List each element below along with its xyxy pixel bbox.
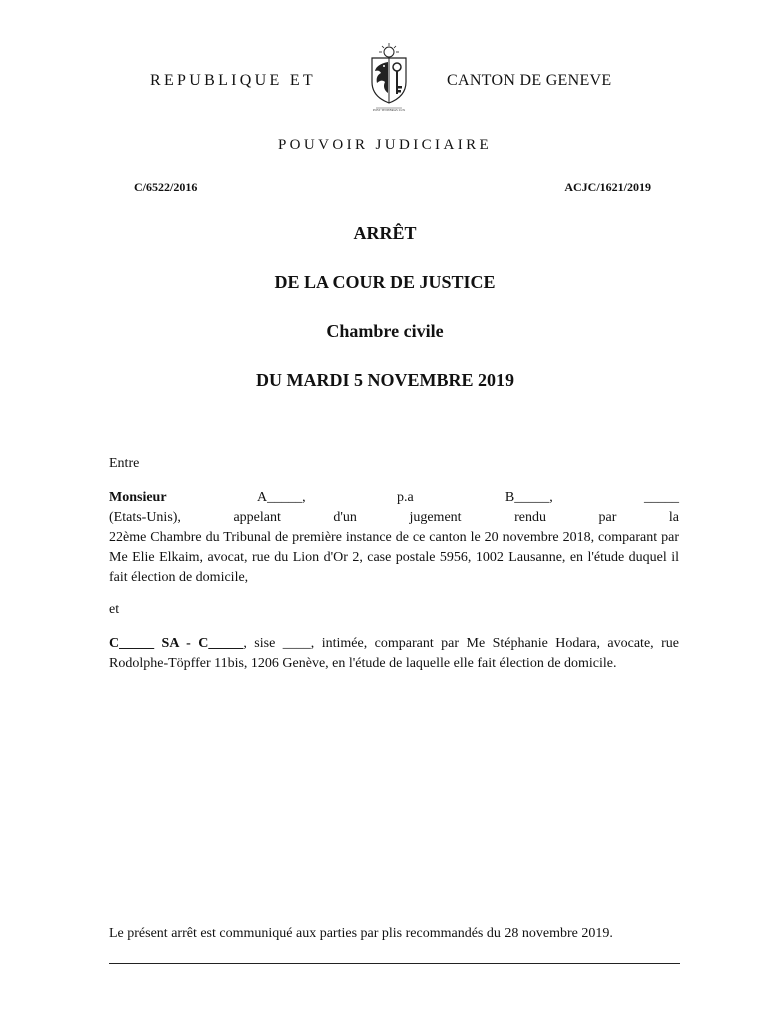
title-chamber: Chambre civile	[326, 321, 444, 341]
header-republique: REPUBLIQUE ET	[150, 72, 317, 89]
bottom-rule	[109, 963, 680, 964]
appellant-line-2: (Etats-Unis), appelant d'un jugement rendu par la	[109, 510, 679, 525]
appellant-name-a: A_____,	[257, 490, 306, 505]
header-subtitle: POUVOIR JUDICIAIRE	[277, 137, 493, 153]
respondent-description: , sise ____, intimée, comparant par Me Stéphanie Hodara, avocate, rue Rodolphe-Töpffer 11bis, 1206 Genève, en l'étude de laquelle elle fait élection de domicile.	[109, 636, 679, 671]
case-number: C/6522/2016	[134, 180, 198, 194]
respondent-block	[109, 634, 679, 674]
et-label: et	[109, 602, 120, 617]
decision-number: ACJC/1621/2019	[564, 180, 651, 194]
title-date: DU MARDI 5 NOVEMBRE 2019	[256, 370, 514, 390]
appellant-pa: p.a	[396, 490, 414, 505]
respondent-name: C_____ SA - C_____	[109, 636, 244, 651]
appellant-name-b: B_____,	[504, 490, 553, 505]
geneva-coat-of-arms-icon	[364, 42, 414, 112]
appellant-block	[109, 488, 679, 588]
appellant-address-blank: _____	[644, 490, 680, 505]
appellant-line-1	[109, 488, 679, 508]
title-arret: ARRÊT	[353, 223, 417, 243]
svg-text:POST TENEBRAS LUX: POST TENEBRAS LUX	[372, 108, 406, 112]
appellant-description: 22ème Chambre du Tribunal de première instance de ce canton le 20 novembre 2018, comparant par Me Elie Elkaim, avocat, rue du Lion d'Or 2, case postale 5956, 1002 Lausanne, en l'étude duquel il fait élection de domicile,	[109, 530, 679, 585]
appellant-title: Monsieur	[109, 490, 167, 505]
header-canton: CANTON DE GENEVE	[447, 72, 612, 89]
footer-notice: Le présent arrêt est communiqué aux parties par plis recommandés du 28 novembre 2019.	[109, 926, 613, 941]
entre-label: Entre	[109, 456, 140, 471]
title-court: DE LA COUR DE JUSTICE	[274, 272, 496, 292]
